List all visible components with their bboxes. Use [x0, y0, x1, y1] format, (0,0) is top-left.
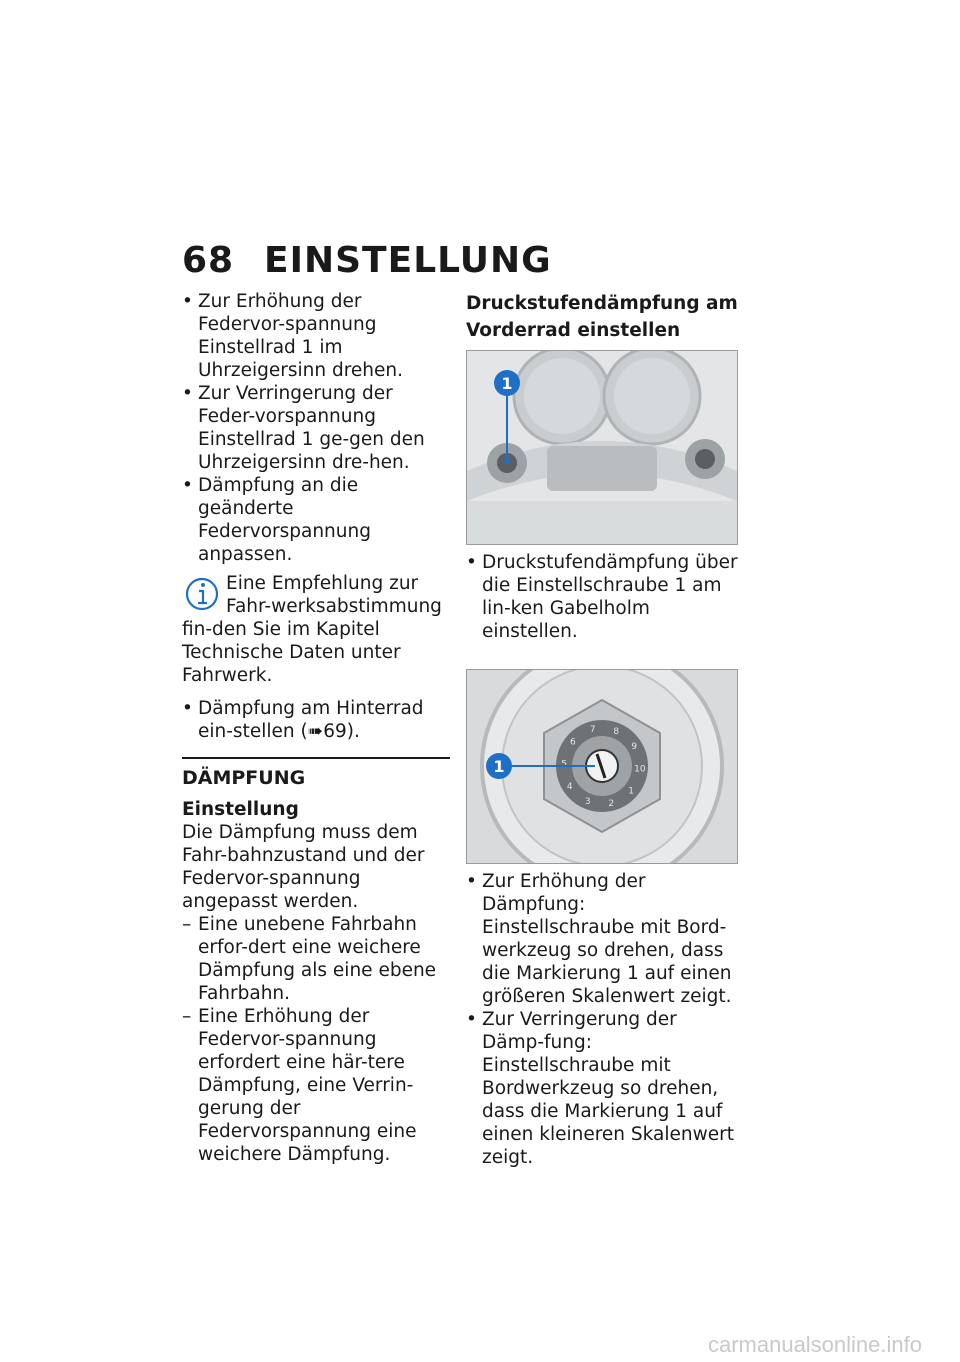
page-ref-link[interactable]: 69	[323, 721, 347, 742]
section-divider	[182, 757, 450, 759]
list-item: – Eine unebene Fahrbahn erfor-dert eine weichere Dämpfung als eine ebene Fahrbahn.	[182, 914, 437, 1004]
dial-number: 5	[561, 759, 567, 770]
left-column	[182, 290, 452, 1166]
list-item: • Druckstufendämpfung über die Einstellschraube 1 am lin-ken Gabelholm einstellen.	[466, 552, 738, 642]
chapter-title: EINSTELLUNG	[264, 240, 552, 281]
list-item: • Dämpfung am Hinterrad ein-stellen (➠69).	[182, 698, 424, 742]
dial-number: 8	[613, 726, 620, 737]
dial-number: 3	[584, 797, 591, 808]
list-item: • Zur Verringerung der Dämp-fung: Einstellschraube mit Bordwerkzeug so drehen, dass die Markierung 1 auf einen kleineren Skalenwert zeigt.	[466, 1009, 734, 1168]
adjuster-photo	[466, 669, 738, 864]
info-note	[182, 572, 452, 687]
dial-number: 1	[628, 786, 634, 797]
dial-number: 6	[570, 737, 576, 748]
dial-number: 2	[608, 798, 615, 809]
callout-label: 1	[501, 374, 513, 393]
info-icon	[182, 572, 222, 616]
dial-number: 4	[566, 782, 573, 793]
list-item: • Zur Erhöhung der Federvor-spannung Einstellrad 1 im Uhrzeigersinn drehen.	[182, 291, 403, 381]
subsection-title: Einstellung	[182, 799, 299, 820]
page-header	[182, 240, 552, 281]
callout-label: 1	[493, 757, 505, 776]
list-item: – Eine Erhöhung der Federvor-spannung erfordert eine här-tere Dämpfung, eine Verrin-gerung der Federvorspannung eine weichere Dämpfung.	[182, 1006, 417, 1165]
handlebar-photo	[466, 350, 738, 545]
list-item: • Zur Verringerung der Feder-vorspannung Einstellrad 1 ge-gen den Uhrzeigersinn dre-hen.	[182, 383, 425, 473]
page-number: 68	[182, 240, 235, 281]
dial-number: 7	[589, 725, 596, 736]
paragraph: Die Dämpfung muss dem Fahr-bahnzustand und der Federvor-spannung angepasst werden.	[182, 822, 425, 912]
right-column	[466, 290, 741, 1169]
list-item: • Dämpfung an die geänderte Federvorspannung anpassen.	[182, 475, 371, 565]
section-title: DÄMPFUNG	[182, 767, 306, 789]
subsection-title: Druckstufendämpfung am Vorderrad einstellen	[466, 293, 738, 341]
watermark: carmanualsonline.info	[707, 1332, 922, 1357]
page-ref-arrow-icon: ➠	[307, 721, 324, 742]
dial-number: 10	[634, 764, 646, 775]
note-text: Eine Empfehlung zur Fahr-werksabstimmung fin-den Sie im Kapitel Technische Daten unter Fahrwerk.	[182, 573, 442, 686]
dial-number: 9	[631, 741, 638, 752]
list-item: • Zur Erhöhung der Dämpfung: Einstellschraube mit Bord-werkzeug so drehen, dass die Markierung 1 auf einen größeren Skalenwert zeigt.	[466, 871, 732, 1007]
